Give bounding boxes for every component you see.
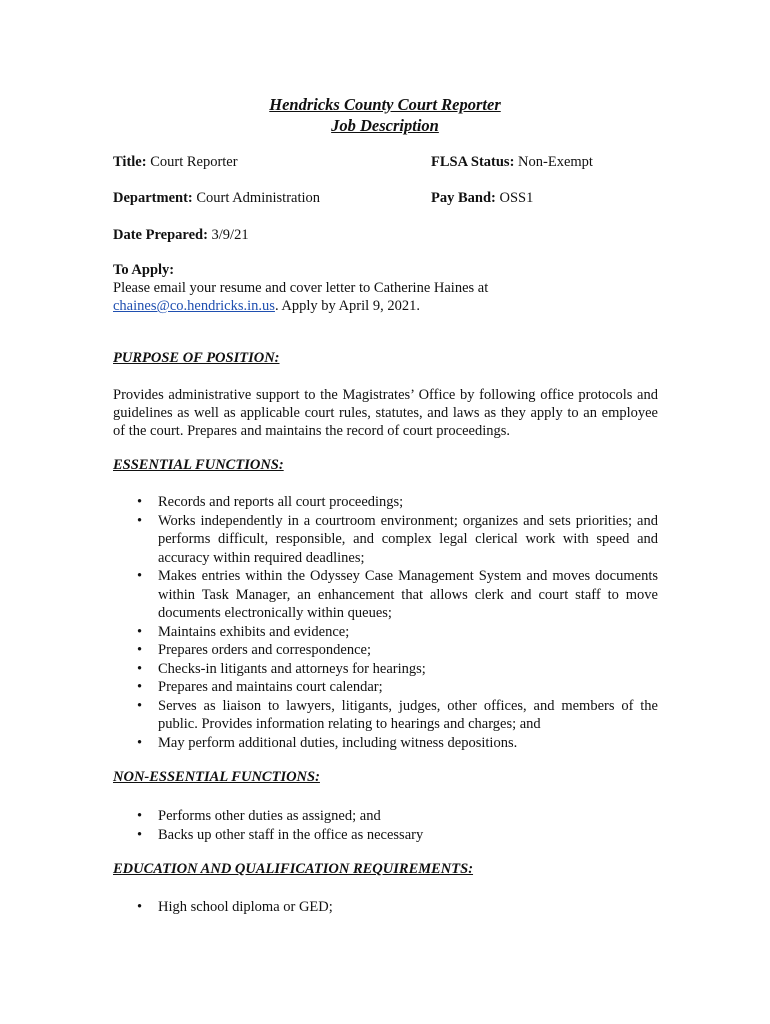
education-requirement-item (113, 898, 658, 917)
bullet-icon: • (137, 512, 143, 529)
title-line-2: Job Description (331, 116, 439, 135)
non-essential-function-item (113, 826, 658, 845)
essential-function-item-text: Records and reports all court proceedings; (158, 494, 404, 510)
department-label: Department: (113, 190, 193, 206)
bullet-icon: • (137, 642, 143, 658)
payband-label: Pay Band: (431, 190, 496, 206)
title-label: Title: (113, 154, 147, 170)
bullet-icon: • (137, 568, 143, 584)
education-heading: EDUCATION AND QUALIFICATION REQUIREMENTS: (113, 861, 474, 877)
non-essential-function-item-text: Backs up other staff in the office as necessary (158, 826, 424, 843)
essential-function-item (113, 660, 658, 679)
document-title (0, 94, 770, 136)
apply-line-2 (113, 297, 658, 315)
essential-function-item-text: Prepares orders and correspondence; (158, 642, 371, 658)
essential-function-item (113, 567, 658, 623)
essential-function-item (113, 678, 658, 697)
date-label: Date Prepared: (113, 227, 208, 243)
essential-function-item-text: Serves as liaison to lawyers, litigants, judges, other offices, and members of the public. Provides information relating to hearings and charges; and (158, 697, 658, 732)
non-essential-list (113, 807, 658, 844)
non-essential-function-item-text: Performs other duties as assigned; and (158, 808, 381, 824)
department-value: Court Administration (196, 190, 321, 206)
bullet-icon: • (137, 697, 143, 714)
bullet-icon: • (137, 734, 143, 751)
payband-value: OSS1 (499, 190, 534, 206)
apply-label: To Apply: (113, 262, 175, 278)
essential-list (113, 493, 658, 752)
bullet-icon: • (137, 808, 143, 824)
bullet-icon: • (137, 660, 143, 677)
education-list (113, 898, 658, 917)
essential-function-item-text: Prepares and maintains court calendar; (158, 679, 383, 695)
essential-function-item (113, 734, 658, 753)
flsa-value: Non-Exempt (518, 154, 593, 170)
date-value: 3/9/21 (211, 227, 249, 243)
purpose-heading: PURPOSE OF POSITION: (113, 350, 280, 366)
apply-line-1: Please email your resume and cover letter to Catherine Haines at (113, 280, 489, 296)
title-field (113, 153, 238, 171)
essential-function-item-text: May perform additional duties, including witness depositions. (158, 734, 518, 751)
title-line-1: Hendricks County Court Reporter (269, 95, 501, 114)
essential-heading: ESSENTIAL FUNCTIONS: (113, 457, 284, 473)
education-requirement-item-text: High school diploma or GED; (158, 899, 333, 915)
essential-function-item (113, 493, 658, 512)
essential-function-item-text: Checks-in litigants and attorneys for hearings; (158, 660, 426, 677)
title-value: Court Reporter (150, 154, 238, 170)
essential-function-item (113, 641, 658, 660)
apply-deadline: . Apply by April 9, 2021. (274, 298, 420, 314)
bullet-icon: • (137, 494, 143, 510)
bullet-icon: • (137, 899, 143, 915)
essential-function-item (113, 697, 658, 734)
department-field (113, 189, 320, 207)
essential-function-item-text: Works independently in a courtroom environment; organizes and sets priorities; and performs difficult, responsible, and complex legal clerical work with speed and accuracy within required deadlines; (158, 512, 658, 566)
essential-function-item-text: Maintains exhibits and evidence; (158, 623, 350, 640)
non-essential-heading: NON-ESSENTIAL FUNCTIONS: (113, 769, 320, 785)
date-prepared-field (113, 226, 249, 244)
bullet-icon: • (137, 623, 143, 640)
apply-section (113, 261, 658, 315)
bullet-icon: • (137, 826, 143, 843)
non-essential-function-item (113, 807, 658, 826)
flsa-label: FLSA Status: (431, 154, 515, 170)
essential-function-item (113, 512, 658, 568)
essential-function-item-text: Makes entries within the Odyssey Case Management System and moves documents within Task Manager, an enhancement that allows clerk and court staff to move documents electronically within queues; (158, 568, 658, 621)
purpose-text: Provides administrative support to the Magistrates’ Office by following office protocols and guidelines as well as applicable court rules, statutes, and laws as they apply to an employee of the court. Prepares and maintains the record of court proceedings. (113, 387, 658, 439)
flsa-field (431, 153, 593, 171)
bullet-icon: • (137, 679, 143, 695)
payband-field (431, 189, 533, 207)
essential-function-item (113, 623, 658, 642)
email-link[interactable]: chaines@co.hendricks.in.us (113, 298, 275, 314)
